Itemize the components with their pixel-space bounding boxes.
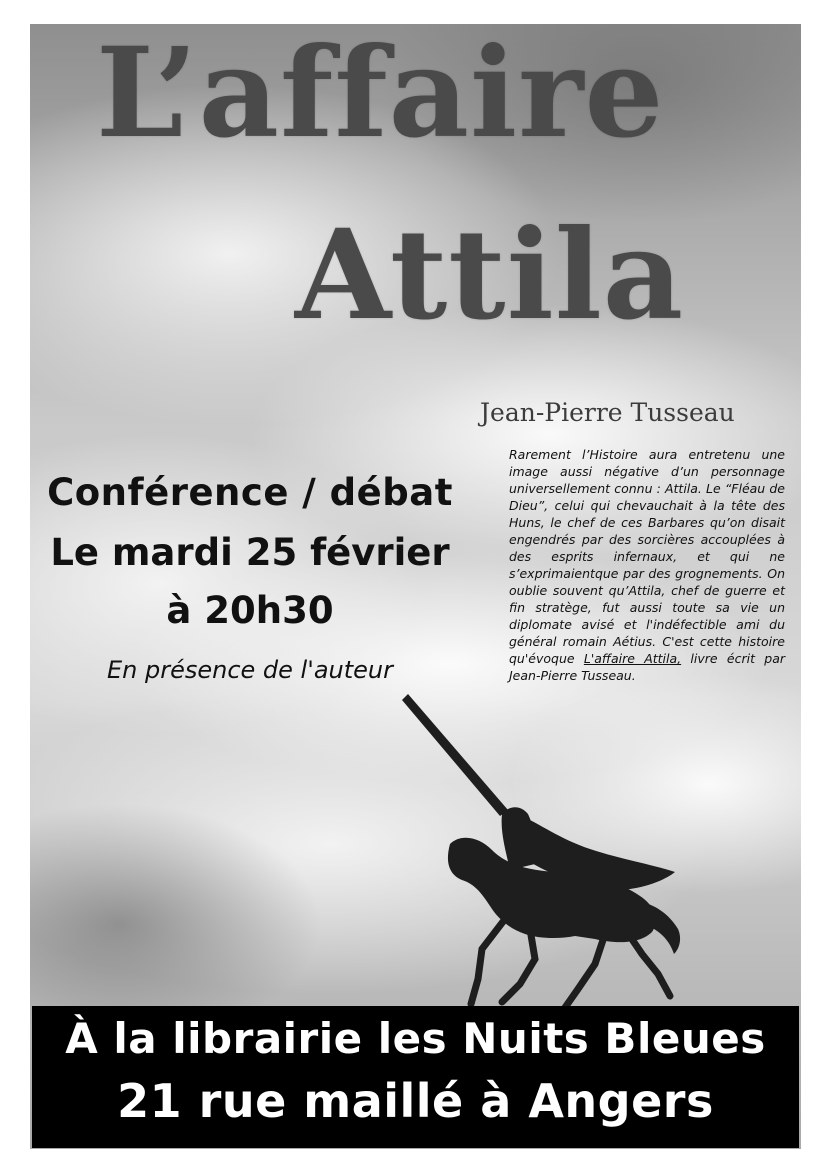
- book-cover-poster: [30, 24, 801, 1149]
- book-title-line1: L’affaire: [96, 24, 665, 166]
- blurb-text-end: livre écrit par Jean-Pierre Tusseau.: [509, 651, 785, 683]
- book-author: Jean-Pierre Tusseau: [480, 398, 735, 427]
- book-blurb: [509, 446, 785, 684]
- event-guest-note: En présence de l'auteur: [106, 656, 393, 684]
- event-date: Le mardi 25 février: [50, 531, 450, 574]
- venue-address: 21 rue maillé à Angers: [117, 1074, 714, 1128]
- blurb-book-reference: L'affaire Attila,: [583, 651, 682, 666]
- event-type: Conférence / débat: [47, 471, 453, 514]
- blurb-text: Rarement l’Histoire aura entretenu une image aussi négative d’un personnage universellement connu : Attila. Le “Fléau de Dieu”, celui qui chevauchait à la tête des Huns, le chef de ces Barbares qu’on disait engendrés par des sorcières accouplées à des esprits infernaux, et qui ne s’exprimaientque par des grognements. On oublie souvent qu’Attila, chef de guerre et fin stratège, fut aussi toute sa vie un diplomate avisé et l'indéfectible ami du général romain Aétius. C'est cette histoire qu'évoque: [509, 447, 785, 666]
- venue-banner: [32, 1006, 799, 1148]
- book-title-line2: Attila: [295, 203, 685, 348]
- event-time: à 20h30: [166, 589, 334, 632]
- venue-name: À la librairie les Nuits Bleues: [65, 1014, 766, 1063]
